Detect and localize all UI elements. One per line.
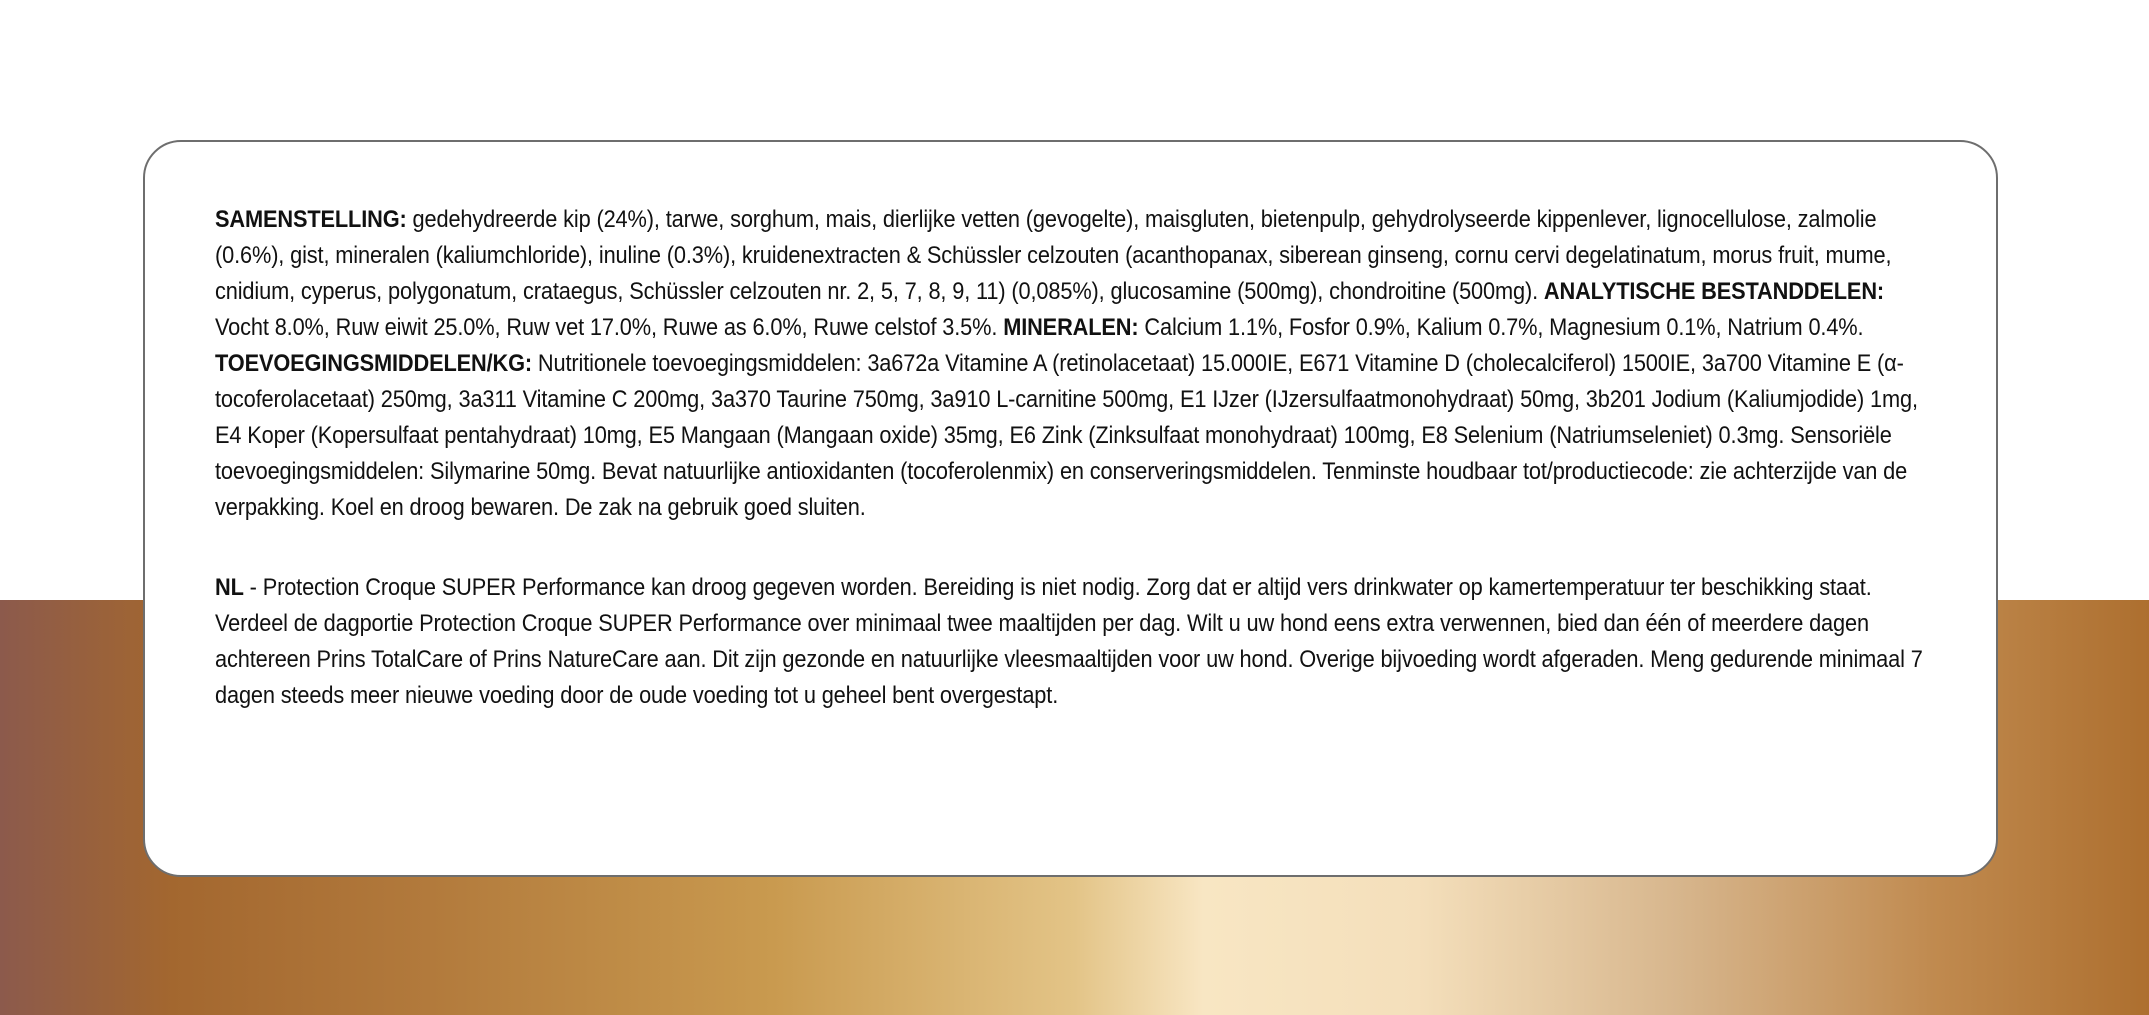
analytical-heading: ANALYTISCHE BESTANDDELEN: [1543, 278, 1885, 305]
composition-paragraph [215, 202, 1930, 526]
minerals-heading: MINERALEN: [1003, 314, 1139, 341]
additives-heading: TOEVOEGINGSMIDDELEN/KG: [215, 350, 533, 377]
language-heading: NL [215, 574, 244, 601]
analytical-text: Vocht 8.0%, Ruw eiwit 25.0%, Ruw vet 17.0%, Ruwe as 6.0%, Ruwe celstof 3.5%. [215, 314, 1004, 341]
instructions-paragraph [215, 570, 1930, 714]
additives-text: Nutritionele toevoegingsmiddelen: 3a672a Vitamine A (retinolacetaat) 15.000IE, E671 Vitamine D (cholecalciferol) 1500IE, 3a700 Vitamine E (α-tocoferolacetaat) 250mg, 3a311 Vitamine C 200mg, 3a370 Taurine 750mg, 3a910 L-carnitine 500mg, E1 IJzer (IJzersulfaatmonohydraat) 50mg, 3b201 Jodium (Kaliumjodide) 1mg, E4 Koper (Kopersulfaat pentahydraat) 10mg, E5 Mangaan (Mangaan oxide) 35mg, E6 Zink (Zinksulfaat monohydraat) 100mg, E8 Selenium (Natriumseleniet) 0.3mg. Sensoriële toevoegingsmiddelen: Silymarine 50mg. Bevat natuurlijke antioxidanten (tocoferolenmix) en conserveringsmiddelen. Tenminste houdbaar tot/productiecode: zie achterzijde van de verpakking. Koel en droog bewaren. De zak na gebruik goed sluiten. [215, 350, 1918, 521]
composition-text: gedehydreerde kip (24%), tarwe, sorghum, mais, dierlijke vetten (gevogelte), maisgluten, bietenpulp, gehydrolyseerde kippenlever, lignocellulose, zalmolie (0.6%), gist, mineralen (kaliumchloride), inuline (0.3%), kruidenextracten & Schüssler celzouten (acanthopanax, siberean ginseng, cornu cervi degelatinatum, morus fruit, mume, cnidium, cyperus, polygonatum, crataegus, Schüssler celzouten nr. 2, 5, 7, 8, 9, 11) (0,085%), glucosamine (500mg), chondroitine (500mg). [215, 206, 1892, 305]
instructions-text: - Protection Croque SUPER Performance kan droog gegeven worden. Bereiding is niet nodig. Zorg dat er altijd vers drinkwater op kamertemperatuur ter beschikking staat. Verdeel de dagportie Protection Croque SUPER Performance over minimaal twee maaltijden per dag. Wilt u uw hond eens extra verwennen, bied dan één of meerdere dagen achtereen Prins TotalCare of Prins NatureCare aan. Dit zijn gezonde en natuurlijke vleesmaaltijden voor uw hond. Overige bijvoeding wordt afgeraden. Meng gedurende minimaal 7 dagen steeds meer nieuwe voeding door de oude voeding tot u geheel bent overgestapt. [215, 574, 1923, 709]
label-text-panel [143, 140, 1998, 877]
minerals-text: Calcium 1.1%, Fosfor 0.9%, Kalium 0.7%, Magnesium 0.1%, Natrium 0.4%. [1138, 314, 1864, 341]
composition-heading: SAMENSTELLING: [215, 206, 407, 233]
